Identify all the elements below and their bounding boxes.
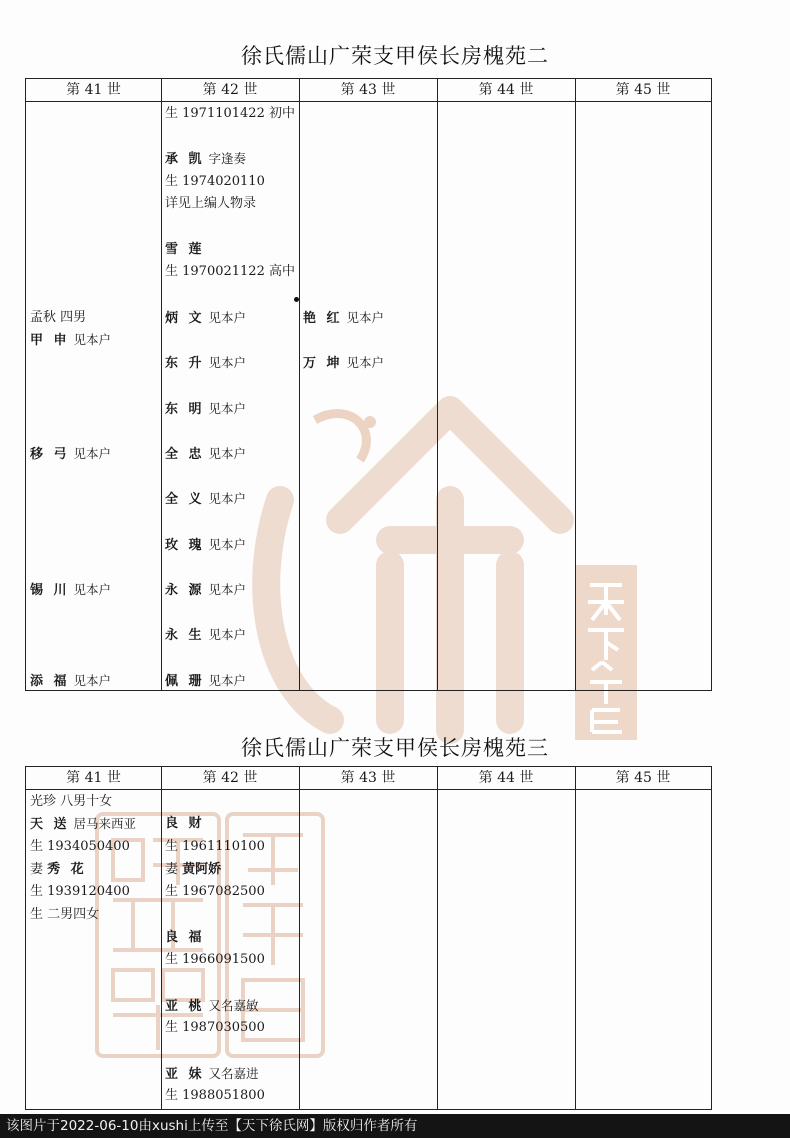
section2-header-row [26,767,711,790]
entry-xuelian-born: 生 1970021122 高中 [165,264,295,279]
entry-peishan: 佩 珊 见本户 [165,673,247,689]
column-divider [299,767,300,1109]
column-divider [299,79,300,690]
entry-meigui: 玫 瑰 见本户 [165,537,247,553]
entry-chengkai-ref: 详见上编人物录 [165,196,257,211]
entry-tiansong-born: 生 1934050400 [30,839,130,854]
entry-guangzhen: 光珍 八男十女 [30,794,113,809]
entry-yamei-born: 生 1988051800 [165,1088,265,1103]
header-gen45: 第 45 世 [615,770,671,786]
entry-children: 生 二男四女 [30,907,100,922]
entry-tiansong: 天 送 居马来西亚 [30,816,137,832]
entry-liangfu-born: 生 1966091500 [165,952,265,967]
entry-huangajiao: 妻 黄阿娇 [165,862,222,877]
entry-yongsheng: 永 生 见本户 [165,627,247,643]
section1-genealogy-table [25,78,712,691]
entry-liangfu: 良 福 [165,930,205,945]
header-gen43: 第 43 世 [340,770,396,786]
entry-tianfu: 添 福 见本户 [30,673,112,689]
entry-huangajiao-born: 生 1967082500 [165,884,265,899]
entry-xiuhua-born: 生 1939120400 [30,884,130,899]
column-divider [161,767,162,1109]
header-gen44: 第 44 世 [478,770,534,786]
entry-xichuan: 锡 川 见本户 [30,582,112,598]
entry-dongsheng: 东 升 见本户 [165,355,247,371]
entry-quanzhong: 全 忠 见本户 [165,446,247,462]
scan-speck [294,297,299,302]
entry-mengqiu: 孟秋 四男 [30,310,87,325]
entry-wankun: 万 坤 见本户 [303,355,385,371]
entry-chengkai: 承 凯 字逢奏 [165,151,247,167]
entry-dongming: 东 明 见本户 [165,401,247,417]
entry-yongyuan: 永 源 见本户 [165,582,247,598]
entry-born-1971: 生 1971101422 初中 [165,106,295,121]
header-gen43: 第 43 世 [340,82,396,98]
section2-title: 徐氏儒山广荣支甲侯长房槐苑三 [241,736,549,760]
section1-header-row [26,79,711,102]
entry-xuelian: 雪 莲 [165,242,205,257]
entry-liangcai: 良 财 [165,816,205,831]
column-divider [437,79,438,690]
entry-liangcai-born: 生 1961110100 [165,839,265,854]
entry-yanhong: 艳 红 见本户 [303,310,385,326]
entry-chengkai-born: 生 1974020110 [165,174,265,189]
header-gen44: 第 44 世 [478,82,534,98]
copyright-footer: 该图片于2022-06-10由xushi上传至【天下徐氏网】版权归作者所有 [0,1114,790,1138]
entry-bingwen: 炳 文 见本户 [165,310,247,326]
entry-xiuhua: 妻 秀 花 [30,862,87,877]
header-gen41: 第 41 世 [66,770,121,786]
section2-genealogy-table [25,766,712,1110]
entry-yamei: 亚 妹 又名嘉进 [165,1066,259,1082]
column-divider [437,767,438,1109]
column-divider [161,79,162,690]
section1-title: 徐氏儒山广荣支甲侯长房槐苑二 [241,44,549,68]
header-gen41: 第 41 世 [66,82,121,98]
header-gen42: 第 42 世 [202,770,258,786]
entry-quanyi: 全 义 见本户 [165,491,247,507]
entry-yatao-born: 生 1987030500 [165,1020,265,1035]
header-gen42: 第 42 世 [202,82,258,98]
column-divider [575,79,576,690]
header-gen45: 第 45 世 [615,82,671,98]
column-divider [575,767,576,1109]
entry-yatao: 亚 桃 又名嘉敏 [165,998,259,1014]
entry-yigong: 移 弓 见本户 [30,446,112,462]
entry-jiashen: 甲 申 见本户 [30,332,112,348]
